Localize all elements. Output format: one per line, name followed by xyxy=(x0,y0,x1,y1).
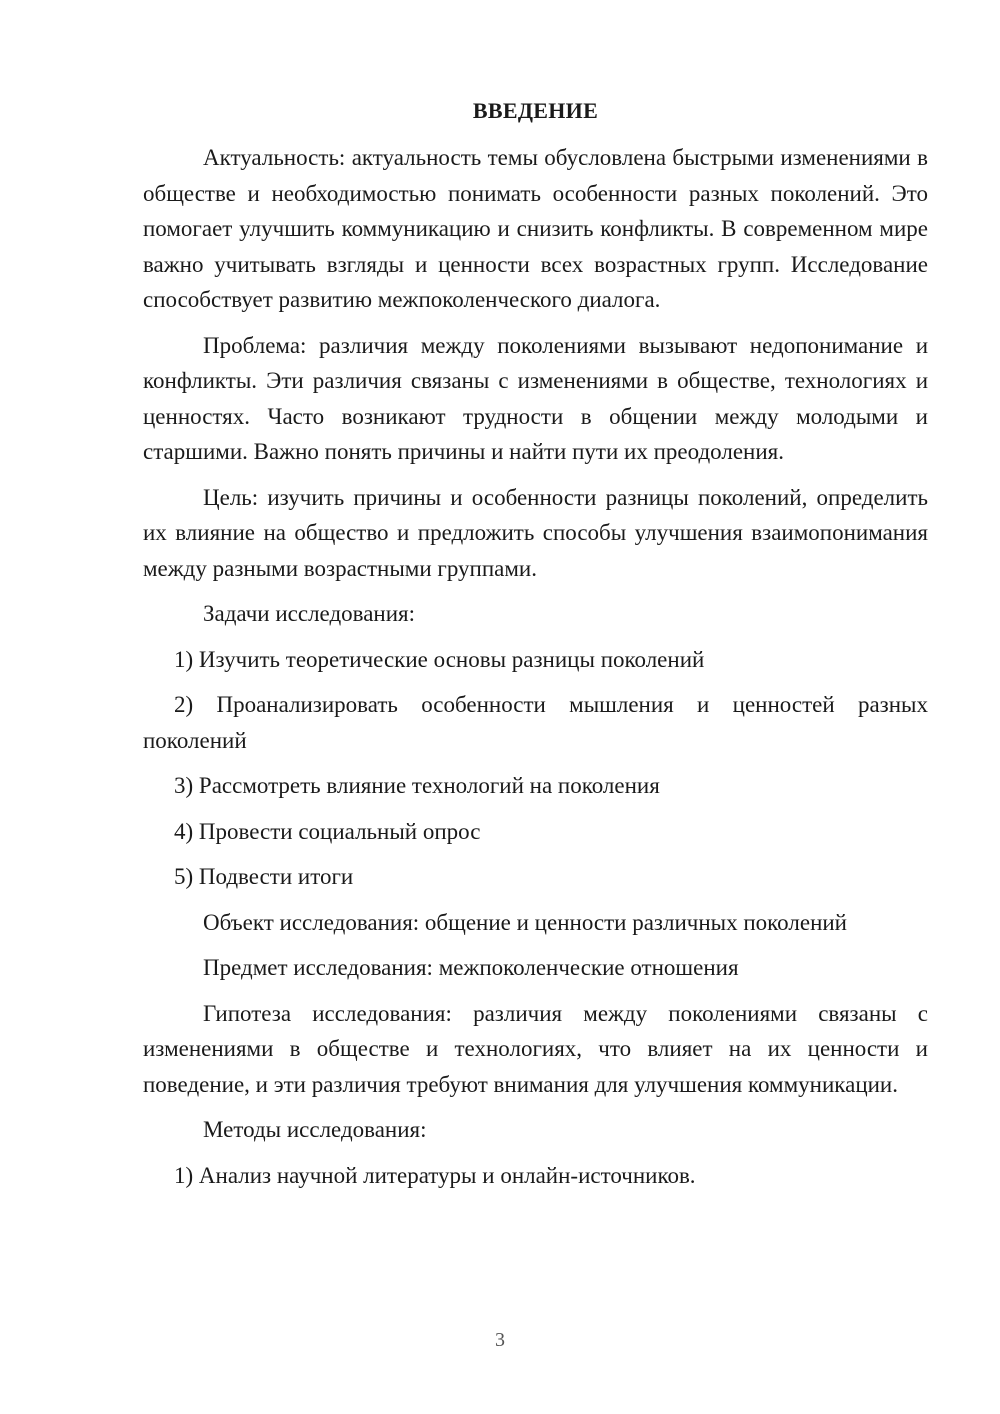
task-item-4: 4) Провести социальный опрос xyxy=(174,818,481,844)
page-number: 3 xyxy=(495,1329,505,1351)
problem-paragraph: Проблема: различия между поколениями вызывают недопонимание и конфликты. Эти различия связаны с изменениями в обществе, технологиях и ценностях. Часто возникают трудности в общении между молодыми и старшими. Важно понять причины и найти пути их преодоления. xyxy=(143,332,928,464)
method-item-1: 1) Анализ научной литературы и онлайн-источников. xyxy=(174,1162,696,1188)
research-object: Объект исследования: общение и ценности различных поколений xyxy=(203,909,847,935)
task-item-3: 3) Рассмотреть влияние технологий на поколения xyxy=(174,773,660,798)
tasks-heading: Задачи исследования: xyxy=(203,601,416,626)
task-item-2: 2) Проанализировать особенности мышления и ценностей разных поколений xyxy=(143,692,928,753)
document-body xyxy=(143,96,928,1203)
relevance-paragraph: Актуальность: актуальность темы обусловлена быстрыми изменениями в обществе и необходимостью понимать особенности разных поколений. Это помогает улучшить коммуникацию и снизить конфликты. В современном мире важно учитывать взгляды и ценности всех возрастных групп. Исследование способствует развитию межпоколенческого диалога. xyxy=(143,145,928,312)
goal-paragraph: Цель: изучить причины и особенности разницы поколений, определить их влияние на общество и предложить способы улучшения взаимопонимания между разными возрастными группами. xyxy=(143,484,928,581)
section-title: ВВЕДЕНИЕ xyxy=(472,98,599,123)
task-item-1: 1) Изучить теоретические основы разницы поколений xyxy=(174,646,705,672)
task-item-5: 5) Подвести итоги xyxy=(174,864,354,889)
methods-heading: Методы исследования: xyxy=(203,1117,427,1142)
hypothesis-paragraph: Гипотеза исследования: различия между поколениями связаны с изменениями в обществе и технологиях, что влияет на их ценности и поведение, и эти различия требуют внимания для улучшения коммуникации. xyxy=(143,1000,928,1097)
research-subject: Предмет исследования: межпоколенческие отношения xyxy=(203,955,739,980)
